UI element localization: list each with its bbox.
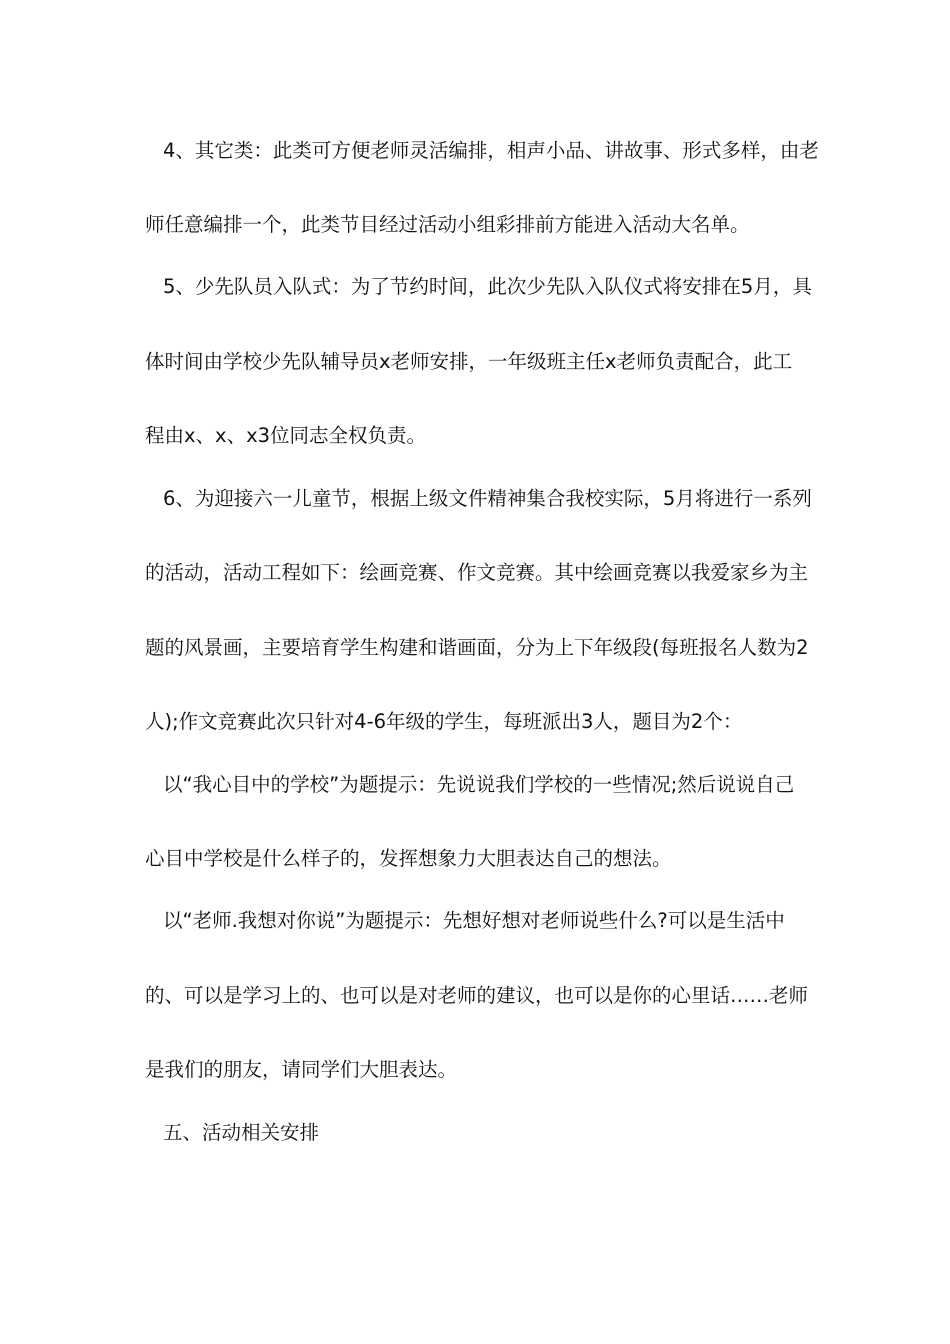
section-heading: 五、活动相关安排: [163, 1121, 320, 1144]
paragraph-line: 4、其它类：此类可方便老师灵活编排，相声小品、讲故事、形式多样，由老: [163, 139, 819, 162]
paragraph-line: 体时间由学校少先队辅导员x老师安排，一年级班主任x老师负责配合，此工: [145, 350, 793, 373]
paragraph-line: 5、少先队员入队式：为了节约时间，此次少先队入队仪式将安排在5月，具: [163, 275, 812, 298]
paragraph-line: 以“老师.我想对你说”为题提示：先想好想对老师说些什么?可以是生活中: [163, 909, 785, 932]
paragraph-line: 的、可以是学习上的、也可以是对老师的建议，也可以是你的心里话……老师: [145, 984, 809, 1007]
paragraph-line: 题的风景画，主要培育学生构建和谐画面，分为上下年级段(每班报名人数为2: [145, 636, 809, 659]
paragraph-line: 以“我心目中的学校”为题提示：先说说我们学校的一些情况;然后说说自己: [163, 773, 795, 796]
paragraph-line: 人);作文竞赛此次只针对4-6年级的学生，每班派出3人，题目为2个：: [145, 710, 743, 733]
paragraph-line: 的活动，活动工程如下：绘画竞赛、作文竞赛。其中绘画竞赛以我爱家乡为主: [145, 561, 809, 584]
paragraph-line: 心目中学校是什么样子的，发挥想象力大胆表达自己的想法。: [145, 847, 672, 870]
paragraph-line: 6、为迎接六一儿童节，根据上级文件精神集合我校实际，5月将进行一系列: [163, 487, 812, 510]
paragraph-line: 是我们的朋友，请同学们大胆表达。: [145, 1058, 458, 1081]
paragraph-line: 程由x、x、x3位同志全权负责。: [145, 424, 427, 447]
paragraph-line: 师任意编排一个，此类节目经过活动小组彩排前方能进入活动大名单。: [145, 213, 750, 236]
